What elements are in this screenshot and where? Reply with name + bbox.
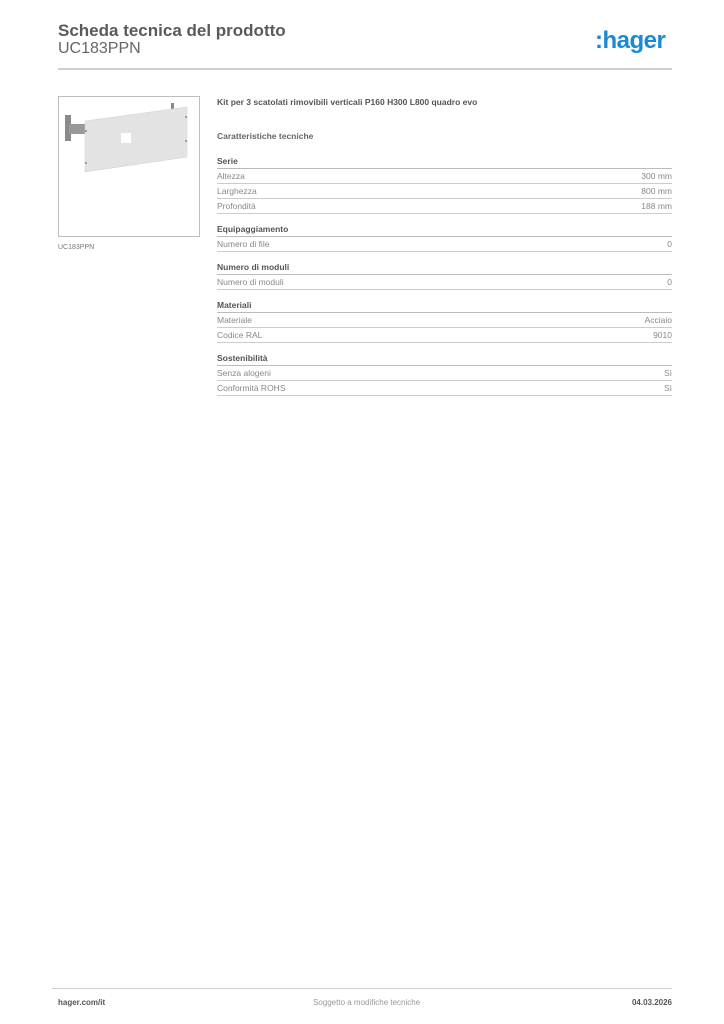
spec-row — [217, 381, 672, 396]
spec-label: Numero di file — [217, 239, 270, 249]
hager-logo: :hager — [595, 27, 666, 54]
product-image — [58, 96, 200, 237]
product-code: UC183PPN — [58, 40, 141, 57]
spec-label: Senza alogeni — [217, 368, 271, 378]
footer-divider — [52, 988, 672, 989]
spec-label: Materiale — [217, 315, 252, 325]
spec-value: 300 mm — [641, 171, 672, 181]
spec-row — [217, 199, 672, 214]
spec-row — [217, 275, 672, 290]
section-title: Caratteristiche tecniche — [217, 131, 314, 141]
spec-value: Sì — [663, 383, 672, 393]
spec-label: Conformità ROHS — [217, 383, 286, 393]
spec-label: Altezza — [217, 171, 245, 181]
spec-value: Acciaio — [644, 315, 672, 325]
page-title: Scheda tecnica del prodotto — [58, 21, 286, 40]
spec-row — [217, 313, 672, 328]
spec-label: Numero di moduli — [217, 277, 284, 287]
spec-label: Profondità — [217, 201, 256, 211]
spec-row — [217, 184, 672, 199]
header-divider — [58, 68, 672, 70]
spec-group-sostenibilita — [217, 352, 672, 396]
group-title: Sostenibilità — [217, 352, 672, 366]
footer-notice: Soggetto a modifiche tecniche — [313, 998, 421, 1007]
footer-website-link[interactable]: hager.com/it — [58, 998, 106, 1007]
footer-date: 04.03.2026 — [631, 998, 672, 1007]
group-title: Numero di moduli — [217, 261, 672, 275]
spec-group-equipaggiamento — [217, 223, 672, 252]
spec-group-materiali — [217, 299, 672, 343]
spec-value: 9010 — [653, 330, 672, 340]
group-title: Materiali — [217, 299, 672, 313]
spec-group-serie — [217, 155, 672, 214]
spec-row — [217, 366, 672, 381]
group-title: Serie — [217, 155, 672, 169]
spec-row — [217, 328, 672, 343]
product-panel-illustration — [59, 97, 199, 236]
spec-value: 0 — [667, 239, 672, 249]
spec-value: Sì — [663, 368, 672, 378]
spec-value: 800 mm — [641, 186, 672, 196]
product-description: Kit per 3 scatolati rimovibili verticali P160 H300 L800 quadro evo — [217, 97, 478, 107]
spec-row — [217, 237, 672, 252]
spec-value: 0 — [667, 277, 672, 287]
spec-value: 188 mm — [641, 201, 672, 211]
image-caption: UC183PPN — [58, 244, 95, 251]
spec-group-numero-moduli — [217, 261, 672, 290]
spec-row — [217, 169, 672, 184]
spec-label: Larghezza — [217, 186, 257, 196]
spec-label: Codice RAL — [217, 330, 263, 340]
group-title: Equipaggiamento — [217, 223, 672, 237]
spec-table — [217, 155, 672, 405]
